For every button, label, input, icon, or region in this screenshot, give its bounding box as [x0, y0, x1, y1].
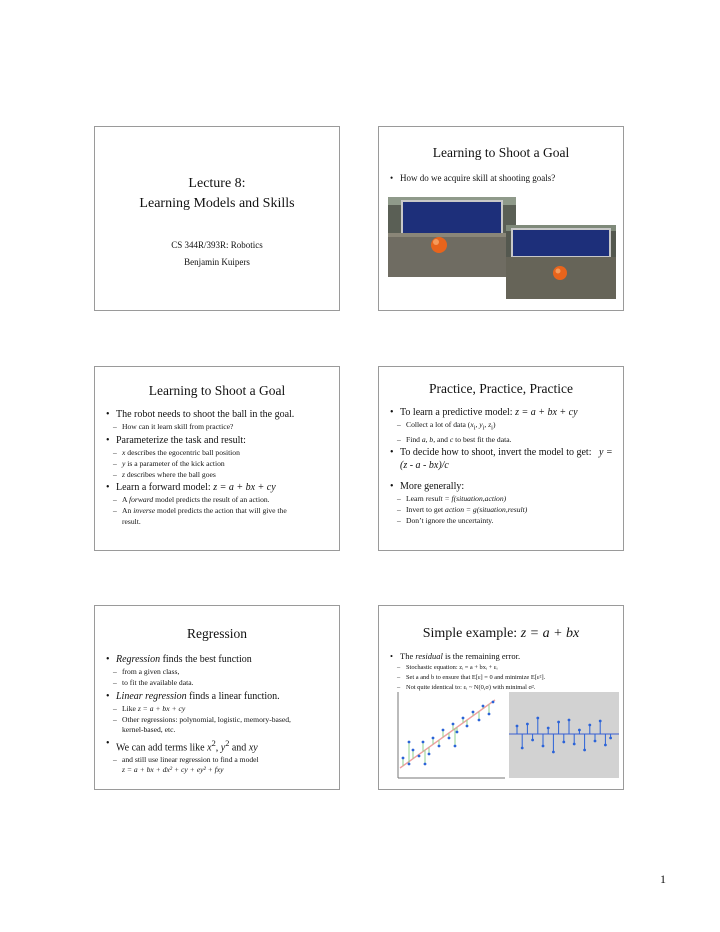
bullet: • To decide how to shoot, invert the model to get: y = (z - a - bx)/c [390, 446, 617, 472]
data-point [478, 719, 481, 722]
slide-1 [94, 126, 340, 311]
sub-bullet: – Invert to get action = g(situation,result) [390, 505, 617, 516]
data-point [454, 745, 457, 748]
slide-4-bullets [390, 405, 617, 527]
slide-4 [378, 366, 624, 551]
slide-2-title: Learning to Shoot a Goal [432, 145, 570, 160]
slide-6-title: Simple example: z = a + bx [422, 626, 580, 641]
data-point [448, 737, 451, 740]
residual-point [599, 720, 602, 723]
residual-plot [509, 692, 619, 778]
residual-point [516, 725, 519, 728]
sub-bullet: – Not quite identical to: εᵢ ~ N(0,σ) with minimal σ². [390, 683, 617, 693]
residual-point [542, 745, 545, 748]
slide-2-bullets [390, 171, 617, 186]
bullet: • Regression finds the best function [106, 653, 333, 666]
sub-bullet: – An inverse model predicts the action that will give the result. [106, 506, 333, 527]
data-point [462, 717, 465, 720]
bullet: • The residual is the remaining error. [390, 651, 617, 662]
sub-bullet: – from a given class, [106, 667, 333, 678]
slide-1-byline: CS 344R/393R: Robotics Benjamin Kuipers [171, 240, 263, 267]
sub-bullet: – Set a and b to ensure that E[ε] = 0 and minimize E[ε²]. [390, 673, 617, 683]
slide-1-title: Lecture 8: Learning Models and Skills [139, 176, 295, 211]
sub-bullet: – y is a parameter of the kick action [106, 459, 333, 470]
slide-5-bullets [106, 652, 333, 776]
residual-point [594, 740, 597, 743]
data-point [432, 737, 435, 740]
residual-point [557, 721, 560, 724]
data-point [418, 755, 421, 758]
sub-bullet: – x describes the egocentric ball position [106, 448, 333, 459]
data-point [412, 749, 415, 752]
sub-bullet: – Learn result = f(situation,action) [390, 494, 617, 505]
data-point [408, 763, 411, 766]
residual-point [562, 741, 565, 744]
slide-4-title: Practice, Practice, Practice [429, 381, 573, 396]
residual-point [547, 727, 550, 730]
scatter-plot [395, 692, 505, 784]
slide-5 [94, 605, 340, 790]
slide-3 [94, 366, 340, 551]
residual-point [573, 743, 576, 746]
sub-bullet: – z describes where the ball goes [106, 470, 333, 481]
sub-bullet: – Don’t ignore the uncertainty. [390, 516, 617, 527]
data-point [422, 741, 425, 744]
data-point [408, 741, 411, 744]
residual-point [604, 744, 607, 747]
slide-6-bullets [390, 650, 617, 693]
data-point [424, 763, 427, 766]
slide-2 [378, 126, 624, 311]
data-point [492, 701, 495, 704]
data-point [466, 725, 469, 728]
residual-point [526, 723, 529, 726]
sub-bullet: – Find a, b, and c to best fit the data. [390, 435, 617, 446]
goal-photo-2 [506, 225, 616, 299]
residual-point [583, 749, 586, 752]
bullet: • Learn a forward model: z = a + bx + cy [106, 481, 333, 494]
data-point [488, 713, 491, 716]
fit-line [400, 700, 495, 768]
slide-6 [378, 605, 624, 790]
sub-bullet: – How can it learn skill from practice? [106, 422, 333, 433]
bullet: • More generally: [390, 480, 617, 493]
residual-point [552, 751, 555, 754]
bullet: • How do we acquire skill at shooting goals? [390, 172, 617, 185]
residual-point [609, 737, 612, 740]
sub-bullet: – Other regressions: polynomial, logistic, memory-based, kernel-based, etc. [106, 715, 333, 736]
sub-bullet: – A forward model predicts the result of an action. [106, 495, 333, 506]
goal-photo-1 [388, 197, 516, 277]
sub-bullet: – Collect a lot of data ($x_i$, $y_i$, $z_i$) [390, 420, 617, 434]
data-point [402, 757, 405, 760]
data-point [452, 723, 455, 726]
residual-point [578, 729, 581, 732]
bullet: • Parameterize the task and result: [106, 434, 333, 447]
data-point [428, 753, 431, 756]
bullet: • The robot needs to shoot the ball in the goal. [106, 408, 333, 421]
sub-bullet: – to fit the available data. [106, 678, 333, 689]
bullet: • To learn a predictive model: z = a + bx + cy [390, 406, 617, 419]
residual-point [521, 747, 524, 750]
data-point [442, 729, 445, 732]
slide-5-title: Regression [187, 626, 247, 641]
residual-point [536, 717, 539, 720]
slide-3-bullets [106, 407, 333, 528]
sub-bullet: – Like z = a + bx + cy [106, 704, 333, 715]
data-point [472, 711, 475, 714]
residual-point [531, 739, 534, 742]
slide-3-title: Learning to Shoot a Goal [148, 383, 286, 398]
bullet: • Linear regression finds a linear function. [106, 690, 333, 703]
page-number: 1 [660, 872, 666, 886]
data-point [438, 745, 441, 748]
sub-bullet: – and still use linear regression to find a model z = a + bx + dx² + cy + ey² + fxy [106, 755, 333, 776]
sub-bullet: – Stochastic equation: zᵢ = a + bxᵢ + εᵢ [390, 663, 617, 673]
data-point [482, 705, 485, 708]
residual-point [568, 719, 571, 722]
residual-point [588, 724, 591, 727]
bullet: • We can add terms like $x^2$, $y^2$ and xy [106, 737, 333, 754]
data-point [456, 731, 459, 734]
